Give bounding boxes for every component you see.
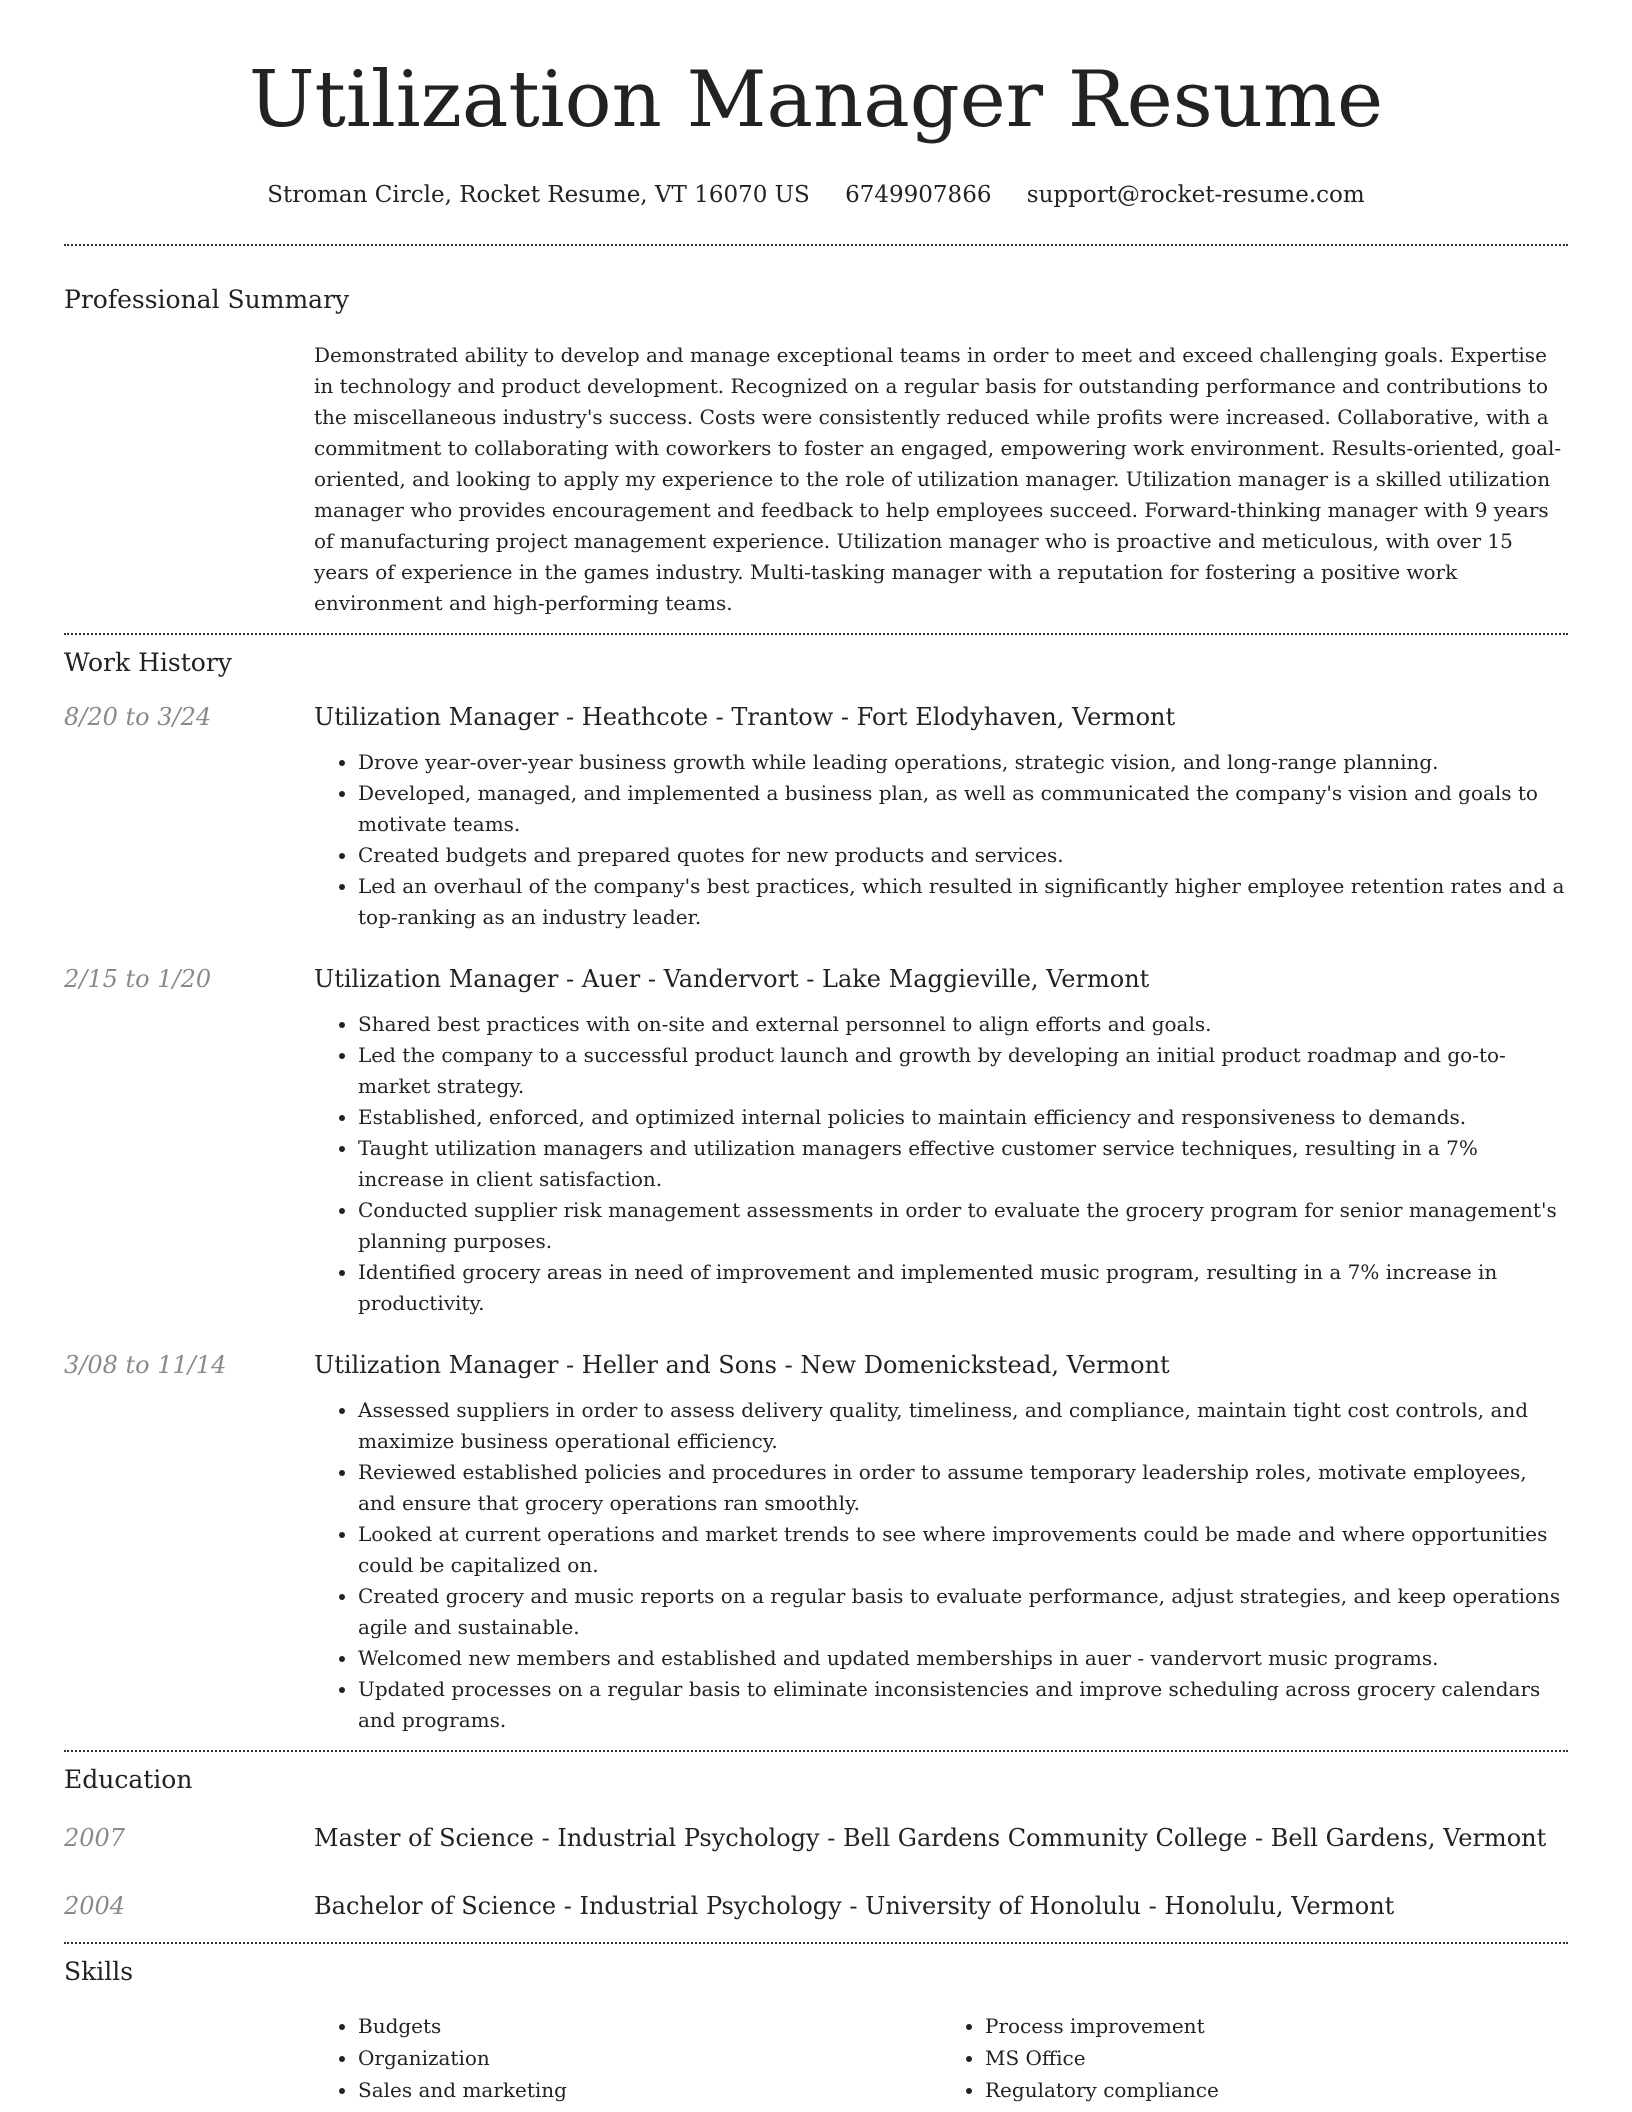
list-item: • Welcomed new members and established and updated memberships in auer - vandervort music programs. (358, 1643, 1568, 1674)
job-entry (64, 963, 1568, 1319)
list-item: • Reviewed established policies and procedures in order to assume temporary leadership roles, motivate employees, and ensure that grocery operations ran smoothly. (358, 1457, 1568, 1519)
skill-item: • Process improvement (985, 2010, 1568, 2042)
job-dates: 2/15 to 1/20 (64, 965, 212, 993)
list-item: • Developed, managed, and implemented a business plan, as well as communicated the company's vision and goals to motivate teams. (358, 778, 1568, 840)
list-item: • Identified grocery areas in need of improvement and implemented music program, resulting in a 7% increase in productivity. (358, 1257, 1568, 1319)
list-item: • Updated processes on a regular basis to eliminate inconsistencies and improve scheduling across grocery calendars and programs. (358, 1674, 1568, 1736)
education-year: 2007 (64, 1824, 126, 1852)
list-item: • Looked at current operations and market trends to see where improvements could be made and where opportunities could be capitalized on. (358, 1519, 1568, 1581)
job-dates: 3/08 to 11/14 (64, 1351, 227, 1379)
education-entry (64, 1890, 1568, 1922)
skills-list (314, 2010, 1568, 2106)
summary-section (64, 246, 1568, 619)
work-section (64, 635, 1568, 1736)
list-item: • Assessed suppliers in order to assess delivery quality, timeliness, and compliance, maintain tight cost controls, and maximize business operational efficiency. (358, 1395, 1568, 1457)
list-item: • Created grocery and music reports on a regular basis to evaluate performance, adjust strategies, and keep operations agile and sustainable. (358, 1581, 1568, 1643)
skill-item: • Budgets (358, 2010, 941, 2042)
list-item: • Taught utilization managers and utilization managers effective customer service techniques, resulting in a 7% increase in client satisfaction. (358, 1133, 1568, 1195)
skills-column-left (314, 2010, 941, 2106)
education-entry (64, 1822, 1568, 1854)
skills-column-right (941, 2010, 1568, 2106)
job-bullets (314, 1009, 1568, 1319)
page-title: Utilization Manager Resume (248, 55, 1384, 145)
skill-item: • Organization (358, 2042, 941, 2074)
job-title: Utilization Manager - Auer - Vandervort - Lake Maggieville, Vermont (314, 965, 1150, 993)
contact-address: Stroman Circle, Rocket Resume, VT 16070 US (267, 182, 810, 208)
skills-section (64, 1944, 1568, 2106)
section-title-education: Education (64, 1765, 193, 1794)
list-item: • Led an overhaul of the company's best practices, which resulted in significantly higher employee retention rates and a top-ranking as an industry leader. (358, 871, 1568, 933)
job-entry (64, 1349, 1568, 1736)
list-item: • Shared best practices with on-site and external personnel to align efforts and goals. (358, 1009, 1568, 1040)
list-item: • Led the company to a successful product launch and growth by developing an initial product roadmap and go-to-market strategy. (358, 1040, 1568, 1102)
education-degree: Master of Science - Industrial Psychology - Bell Gardens Community College - Bell Gardens, Vermont (314, 1824, 1547, 1852)
resume-header (64, 0, 1568, 210)
education-section (64, 1752, 1568, 1922)
job-dates: 8/20 to 3/24 (64, 703, 212, 731)
section-title-summary: Professional Summary (64, 285, 350, 314)
job-bullets (314, 747, 1568, 933)
list-item: • Conducted supplier risk management assessments in order to evaluate the grocery program for senior management's planning purposes. (358, 1195, 1568, 1257)
skill-item: • Sales and marketing (358, 2074, 941, 2106)
contact-phone: 6749907866 (845, 182, 992, 208)
summary-text: Demonstrated ability to develop and manage exceptional teams in order to meet and exceed challenging goals. Expertise in technology and product development. Recognized on a regular basis for outstanding performance and contributions to the miscellaneous industry's success. Costs were consistently reduced while profits were increased. Collaborative, with a commitment to collaborating with coworkers to foster an engaged, empowering work environment. Results-oriented, goal-oriented, and looking to apply my experience to the role of utilization manager. Utilization manager is a skilled utilization manager who provides encouragement and feedback to help employees succeed. Forward-thinking manager with 9 years of manufacturing project management experience. Utilization manager who is proactive and meticulous, with over 15 years of experience in the games industry. Multi-tasking manager with a reputation for fostering a positive work environment and high-performing teams. (314, 343, 1562, 615)
job-title: Utilization Manager - Heller and Sons - New Domenickstead, Vermont (314, 1351, 1170, 1379)
skill-item: • Regulatory compliance (985, 2074, 1568, 2106)
job-entry (64, 701, 1568, 933)
job-title: Utilization Manager - Heathcote - Trantow - Fort Elodyhaven, Vermont (314, 703, 1176, 731)
contact-line (64, 180, 1568, 210)
list-item: • Established, enforced, and optimized internal policies to maintain efficiency and responsiveness to demands. (358, 1102, 1568, 1133)
contact-email: support@rocket-resume.com (1026, 182, 1365, 208)
skill-item: • MS Office (985, 2042, 1568, 2074)
list-item: • Created budgets and prepared quotes for new products and services. (358, 840, 1568, 871)
education-year: 2004 (64, 1892, 126, 1920)
job-bullets (314, 1395, 1568, 1736)
list-item: • Drove year-over-year business growth while leading operations, strategic vision, and long-range planning. (358, 747, 1568, 778)
education-degree: Bachelor of Science - Industrial Psychology - University of Honolulu - Honolulu, Vermont (314, 1892, 1395, 1920)
section-title-skills: Skills (64, 1957, 134, 1986)
section-title-work: Work History (64, 648, 232, 677)
